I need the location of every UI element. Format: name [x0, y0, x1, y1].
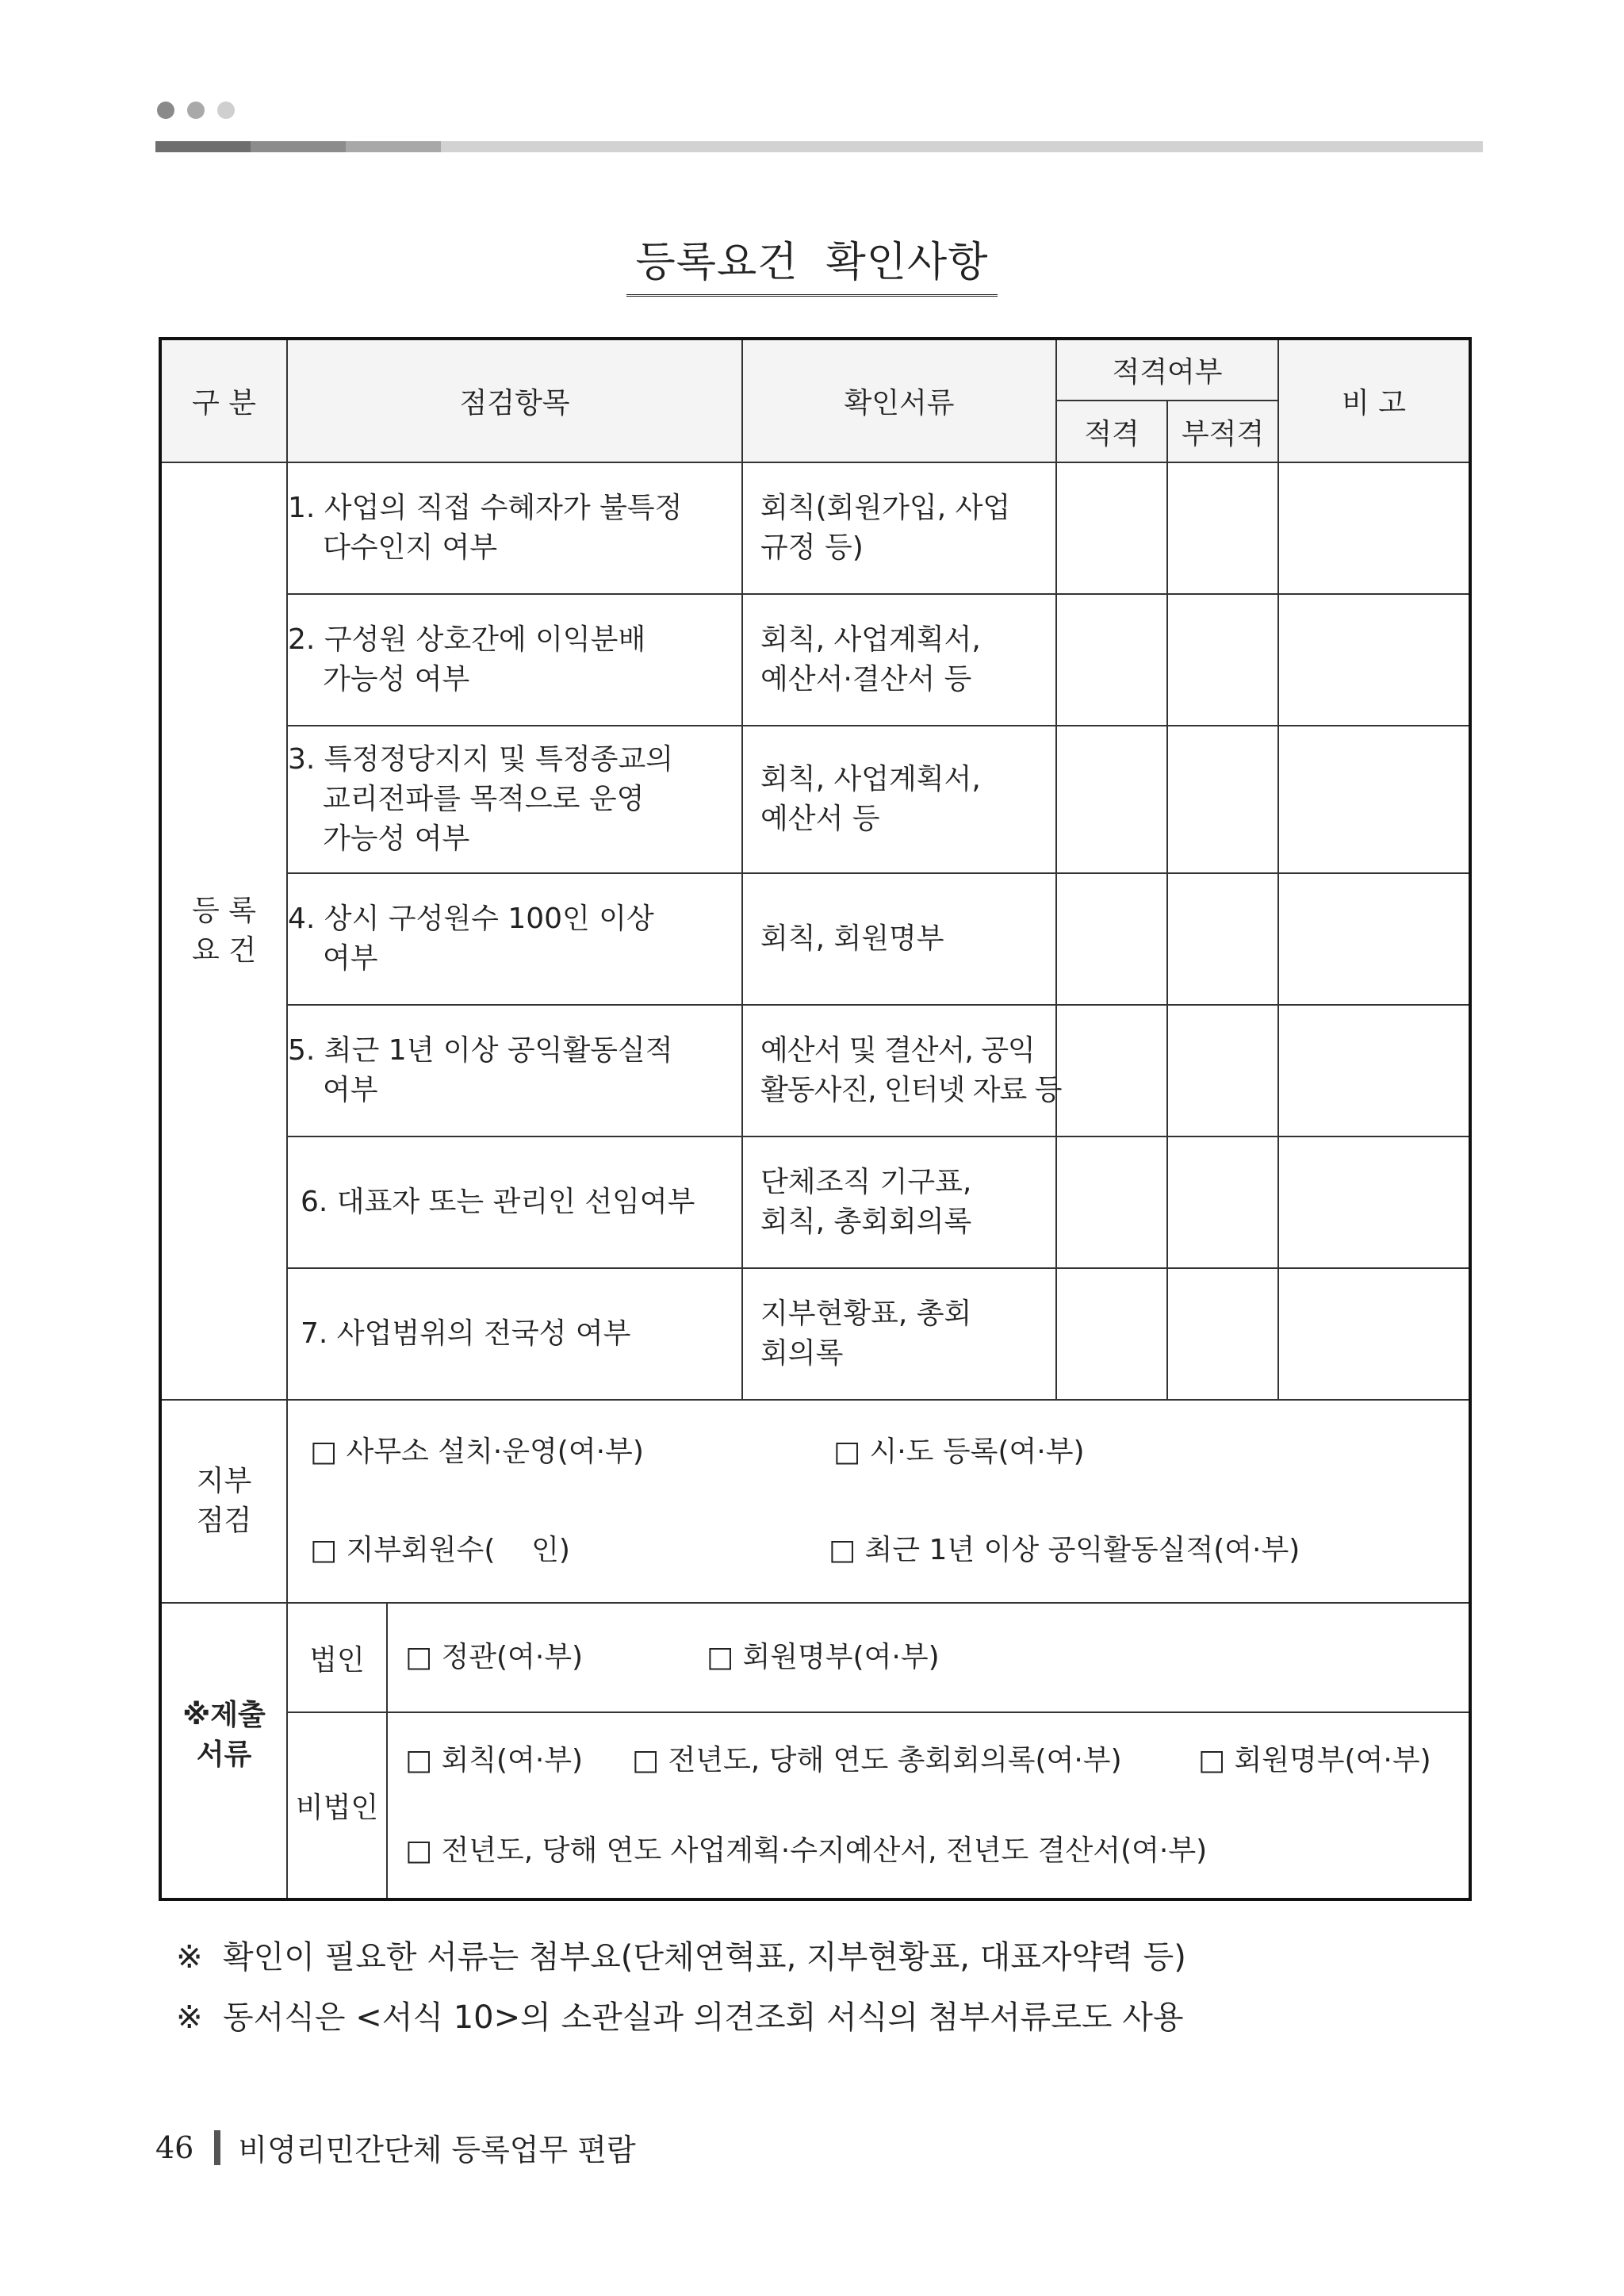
dot-2: [187, 102, 205, 119]
corporate-row: [160, 1603, 1470, 1712]
checklist-table: [159, 337, 1472, 1901]
eligible-cell[interactable]: [1056, 1268, 1167, 1400]
footer-divider: [214, 2130, 220, 2165]
header-ineligible: 부적격: [1167, 401, 1278, 462]
eligible-cell[interactable]: [1056, 462, 1167, 594]
noncorporate-label: 비법인: [287, 1712, 387, 1899]
category-line: ※제출: [182, 1698, 266, 1731]
note-cell[interactable]: [1278, 873, 1470, 1005]
ineligible-cell[interactable]: [1167, 726, 1278, 873]
branch-check-members[interactable]: □ 지부회원수( 인): [310, 1534, 570, 1566]
note-cell[interactable]: [1278, 1268, 1470, 1400]
header-document: 확인서류: [742, 339, 1056, 462]
page-number: 46: [155, 2129, 194, 2165]
table-row: [160, 1268, 1470, 1400]
corporate-checks: [387, 1603, 1470, 1712]
check-item: 5. 최근 1년 이상 공익활동실적 여부: [287, 1005, 742, 1137]
header-bar-seg-4: [441, 141, 1483, 152]
document-cell: 회칙(회원가입, 사업 규정 등): [742, 462, 1056, 594]
table-row: [160, 1005, 1470, 1137]
check-item: 6. 대표자 또는 관리인 선임여부: [287, 1137, 742, 1268]
header-bar-seg-3: [346, 141, 441, 152]
check-item: 1. 사업의 직접 수혜자가 불특정 다수인지 여부: [287, 462, 742, 594]
document-cell: 단체조직 기구표, 회칙, 총회회의록: [742, 1137, 1056, 1268]
table-row: [160, 726, 1470, 873]
ineligible-cell[interactable]: [1167, 873, 1278, 1005]
table-row: [160, 873, 1470, 1005]
note-cell[interactable]: [1278, 594, 1470, 726]
note-line: ※ 확인이 필요한 서류는 첨부요(단체연혁표, 지부현황표, 대표자약력 등): [176, 1939, 1186, 1976]
branch-check-registration[interactable]: □ 시·도 등록(여·부): [833, 1435, 1085, 1468]
noncorporate-checks: [387, 1712, 1470, 1899]
header-eligible: 적격: [1056, 401, 1167, 462]
note-cell[interactable]: [1278, 1137, 1470, 1268]
requirements-category: [160, 462, 287, 1400]
header-bar: [155, 141, 1483, 152]
page-title-text: 등록요건 확인사항: [626, 228, 998, 297]
table-row: [160, 594, 1470, 726]
category-line: 서류: [196, 1738, 252, 1771]
header-note: 비 고: [1278, 339, 1470, 462]
footer-title: 비영리민간단체 등록업무 편람: [238, 2133, 636, 2168]
header-category: 구 분: [160, 339, 287, 462]
note-line: ※ 동서식은 <서식 10>의 소관실과 의견조회 서식의 첨부서류로도 사용: [176, 1999, 1184, 2036]
branch-check-office[interactable]: □ 사무소 설치·운영(여·부): [310, 1435, 644, 1468]
corporate-label: 법인: [287, 1603, 387, 1712]
decorative-dots: [157, 102, 235, 119]
eligible-cell[interactable]: [1056, 726, 1167, 873]
corporate-check-members[interactable]: □ 회원명부(여·부): [707, 1641, 940, 1673]
note-cell[interactable]: [1278, 462, 1470, 594]
eligible-cell[interactable]: [1056, 873, 1167, 1005]
notes: [176, 1927, 1186, 2048]
document-cell: 지부현황표, 총회 회의록: [742, 1268, 1056, 1400]
category-line: 요 건: [192, 934, 256, 967]
header-bar-seg-2: [251, 141, 346, 152]
check-item: 3. 특정정당지지 및 특정종교의 교리전파를 목적으로 운영 가능성 여부: [287, 726, 742, 873]
category-line: 점검: [196, 1504, 252, 1537]
corporate-check-articles[interactable]: □ 정관(여·부): [405, 1641, 584, 1673]
document-cell: 회칙, 사업계획서, 예산서·결산서 등: [742, 594, 1056, 726]
table-row: [160, 462, 1470, 594]
table-row: [160, 1137, 1470, 1268]
category-line: 등 록: [192, 895, 256, 927]
page-footer: [155, 2125, 636, 2169]
branch-checks: [287, 1400, 1470, 1603]
eligible-cell[interactable]: [1056, 1005, 1167, 1137]
submission-category: [160, 1603, 287, 1899]
document-cell: 회칙, 회원명부: [742, 873, 1056, 1005]
note-cell[interactable]: [1278, 726, 1470, 873]
dot-3: [217, 102, 235, 119]
noncorporate-row: [160, 1712, 1470, 1899]
header-bar-seg-1: [155, 141, 251, 152]
noncorporate-check-budget[interactable]: □ 전년도, 당해 연도 사업계획·수지예산서, 전년도 결산서(여·부): [405, 1834, 1208, 1867]
check-item: 7. 사업범위의 전국성 여부: [287, 1268, 742, 1400]
ineligible-cell[interactable]: [1167, 1137, 1278, 1268]
document-cell: 회칙, 사업계획서, 예산서 등: [742, 726, 1056, 873]
ineligible-cell[interactable]: [1167, 594, 1278, 726]
noncorporate-check-minutes[interactable]: □ 전년도, 당해 연도 총회회의록(여·부): [632, 1743, 1122, 1777]
eligible-cell[interactable]: [1056, 594, 1167, 726]
dot-1: [157, 102, 174, 119]
page-title: [0, 228, 1624, 297]
noncorporate-check-rules[interactable]: □ 회칙(여·부): [405, 1743, 584, 1777]
note-cell[interactable]: [1278, 1005, 1470, 1137]
branch-row: [160, 1400, 1470, 1603]
noncorporate-check-members[interactable]: □ 회원명부(여·부): [1198, 1743, 1431, 1777]
header-eligibility: 적격여부: [1056, 339, 1278, 401]
ineligible-cell[interactable]: [1167, 1005, 1278, 1137]
branch-category: [160, 1400, 287, 1603]
category-line: 지부: [196, 1465, 252, 1497]
header-item: 점검항목: [287, 339, 742, 462]
eligible-cell[interactable]: [1056, 1137, 1167, 1268]
check-item: 2. 구성원 상호간에 이익분배 가능성 여부: [287, 594, 742, 726]
document-cell: 예산서 및 결산서, 공익 활동사진, 인터넷 자료 등: [742, 1005, 1056, 1137]
ineligible-cell[interactable]: [1167, 1268, 1278, 1400]
branch-check-activity[interactable]: □ 최근 1년 이상 공익활동실적(여·부): [829, 1534, 1300, 1566]
ineligible-cell[interactable]: [1167, 462, 1278, 594]
check-item: 4. 상시 구성원수 100인 이상 여부: [287, 873, 742, 1005]
